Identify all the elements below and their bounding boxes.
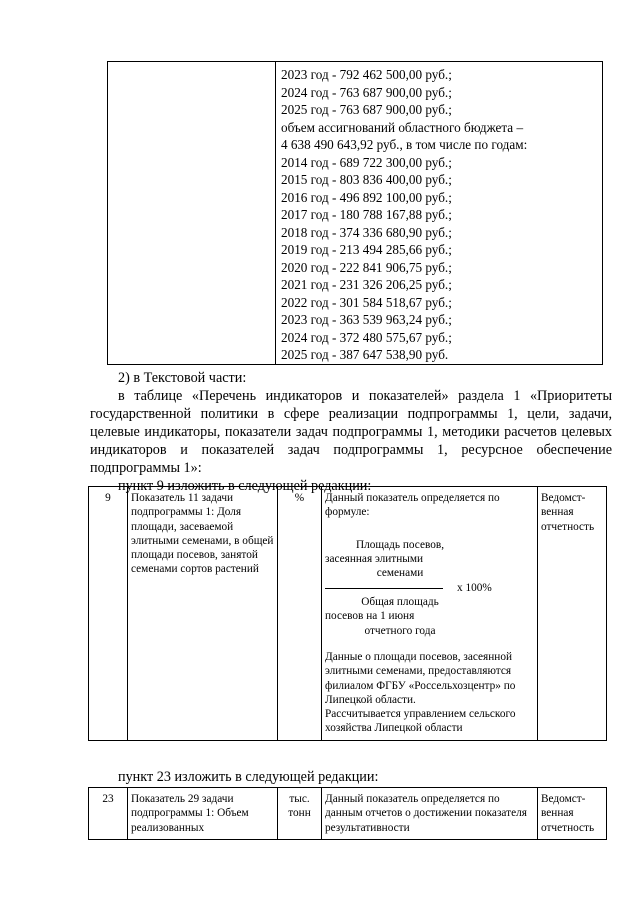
formula-multiplier: x 100%	[457, 581, 492, 594]
indicator-row-9	[88, 486, 607, 741]
budget-line: 2025 год - 387 647 538,90 руб.	[281, 347, 449, 362]
calculation-method	[322, 487, 538, 741]
budget-line: 4 638 490 643,92 руб., в том числе по годам:	[281, 137, 528, 152]
text-part-block	[90, 369, 612, 495]
budget-table-value-cell	[276, 62, 603, 365]
method-source: Данные о площади посевов, засеянной элитными семенами, предоставляются филиалом ФГБУ «Россельхозцентр» по Липецкой области.	[325, 650, 516, 706]
table-intro-paragraph: в таблице «Перечень индикаторов и показателей» раздела 1 «Приоритеты государственной политики в сфере реализации подпрограммы 1, цели, задачи, целевые индикаторы, показатели задач подпрограммы 1, методики расчетов целевых индикаторов и показателей задач подпрограммы 1, ресурсное обеспечение подпрограммы 1»:	[90, 388, 612, 476]
budget-list	[276, 62, 602, 364]
indicator-name: Показатель 11 задачи подпрограммы 1: Доля площади, засеваемой элитными семенами, в общей площади посевов, занятой семенами сортов растений	[128, 487, 278, 741]
formula-numerator-2: засеянная элитными	[325, 552, 424, 565]
budget-line: 2023 год - 792 462 500,00 руб.;	[281, 67, 452, 82]
formula-fraction-line	[325, 580, 534, 595]
budget-line: 2017 год - 180 788 167,88 руб.;	[281, 207, 452, 222]
formula-denominator-3: отчетного года	[364, 624, 436, 637]
budget-table	[107, 61, 603, 365]
formula-numerator-3: семенами	[376, 567, 424, 580]
formula	[325, 538, 534, 638]
budget-line: 2021 год - 231 326 206,25 руб.;	[281, 277, 452, 292]
fraction-bar	[325, 588, 443, 589]
budget-line: 2024 год - 372 480 575,67 руб.;	[281, 329, 452, 345]
row-number: 23	[89, 788, 128, 840]
budget-line: 2014 год - 689 722 300,00 руб.;	[281, 154, 452, 170]
unit: %	[278, 487, 322, 741]
section-2-heading: 2) в Текстовой части:	[118, 370, 247, 386]
unit: тыс. тонн	[278, 788, 322, 840]
formula-denominator-2: посевов на 1 июня	[325, 610, 415, 623]
formula-numerator-1: Площадь посевов,	[355, 538, 445, 551]
method-intro: Данный показатель определяется по формуле:	[325, 492, 500, 519]
data-source: Ведомст-венная отчетность	[538, 788, 607, 840]
indicator-row-23	[88, 787, 607, 840]
budget-line: 2019 год - 213 494 285,66 руб.;	[281, 242, 452, 257]
budget-line: 2016 год - 496 892 100,00 руб.;	[281, 189, 452, 205]
point-23-heading: пункт 23 изложить в следующей редакции:	[118, 769, 379, 785]
budget-table-label-cell	[108, 62, 276, 365]
budget-line: 2022 год - 301 584 518,67 руб.;	[281, 294, 452, 310]
budget-line: 2023 год - 363 539 963,24 руб.;	[281, 312, 452, 327]
budget-line: 2025 год - 763 687 900,00 руб.;	[281, 102, 452, 117]
budget-line: 2015 год - 803 836 400,00 руб.;	[281, 172, 452, 187]
budget-line: 2024 год - 763 687 900,00 руб.;	[281, 84, 452, 100]
budget-line: 2020 год - 222 841 906,75 руб.;	[281, 259, 452, 275]
point-9-heading: пункт 9 изложить в следующей редакции:	[118, 478, 372, 494]
budget-line: объем ассигнований областного бюджета –	[281, 119, 524, 135]
data-source: Ведомст-венная отчетность	[538, 487, 607, 741]
method-calc: Рассчитывается управлением сельского хозяйства Липецкой области	[325, 708, 516, 735]
formula-denominator-1: Общая площадь	[361, 596, 439, 609]
budget-line: 2018 год - 374 336 680,90 руб.;	[281, 224, 452, 240]
row-number: 9	[89, 487, 128, 741]
calculation-method: Данный показатель определяется по данным отчетов о достижении показателя результативности	[322, 788, 538, 840]
indicator-name: Показатель 29 задачи подпрограммы 1: Объем реализованных	[128, 788, 278, 840]
point-23-block	[90, 768, 612, 786]
